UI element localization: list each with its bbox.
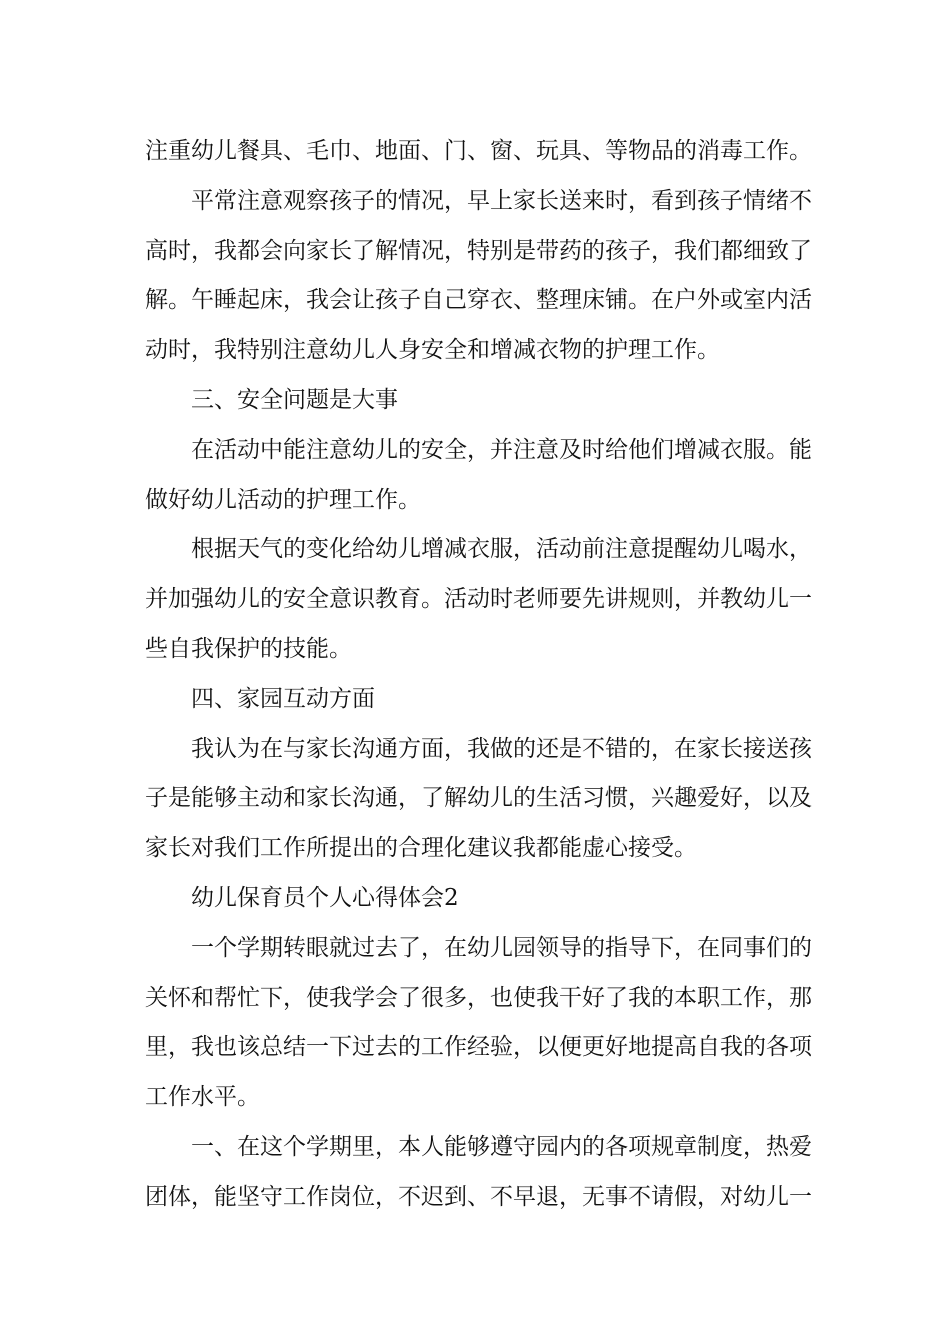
section-heading: 四、家园互动方面 [191, 685, 375, 712]
text-line: 子是能够主动和家长沟通，了解幼儿的生活习惯，兴趣爱好，以及 [145, 785, 812, 812]
section-heading: 三、安全问题是大事 [191, 386, 398, 413]
text-line: 高时，我都会向家长了解情况，特别是带药的孩子，我们都细致了 [145, 237, 812, 264]
text-line: 一、在这个学期里，本人能够遵守园内的各项规章制度，热爱 [191, 1133, 812, 1160]
text-line: 动时，我特别注意幼儿人身安全和增减衣物的护理工作。 [145, 337, 720, 364]
text-line: 做好幼儿活动的护理工作。 [145, 486, 421, 513]
text-line: 平常注意观察孩子的情况，早上家长送来时，看到孩子情绪不 [191, 187, 812, 214]
article-title: 幼儿保育员个人心得体会2 [191, 884, 459, 911]
text-line: 家长对我们工作所提出的合理化建议我都能虚心接受。 [145, 835, 697, 862]
text-line: 关怀和帮忙下，使我学会了很多，也使我干好了我的本职工作，那 [145, 984, 812, 1011]
text-line: 团体，能坚守工作岗位，不迟到、不早退，无事不请假，对幼儿一 [145, 1183, 812, 1210]
text-line: 里，我也该总结一下过去的工作经验，以便更好地提高自我的各项 [145, 1034, 812, 1061]
text-line: 一个学期转眼就过去了，在幼儿园领导的指导下，在同事们的 [191, 934, 812, 961]
text-line: 工作水平。 [145, 1084, 260, 1111]
text-line: 并加强幼儿的安全意识教育。活动时老师要先讲规则，并教幼儿一 [145, 586, 812, 613]
text-line: 根据天气的变化给幼儿增减衣服，活动前注意提醒幼儿喝水， [191, 536, 812, 563]
text-line: 我认为在与家长沟通方面，我做的还是不错的，在家长接送孩 [191, 735, 812, 762]
text-line: 解。午睡起床，我会让孩子自己穿衣、整理床铺。在户外或室内活 [145, 287, 812, 314]
text-line: 在活动中能注意幼儿的安全，并注意及时给他们增减衣服。能 [191, 436, 812, 463]
document-body [145, 127, 810, 1223]
text-line: 些自我保护的技能。 [145, 635, 352, 662]
text-line: 注重幼儿餐具、毛巾、地面、门、窗、玩具、等物品的消毒工作。 [145, 138, 812, 164]
